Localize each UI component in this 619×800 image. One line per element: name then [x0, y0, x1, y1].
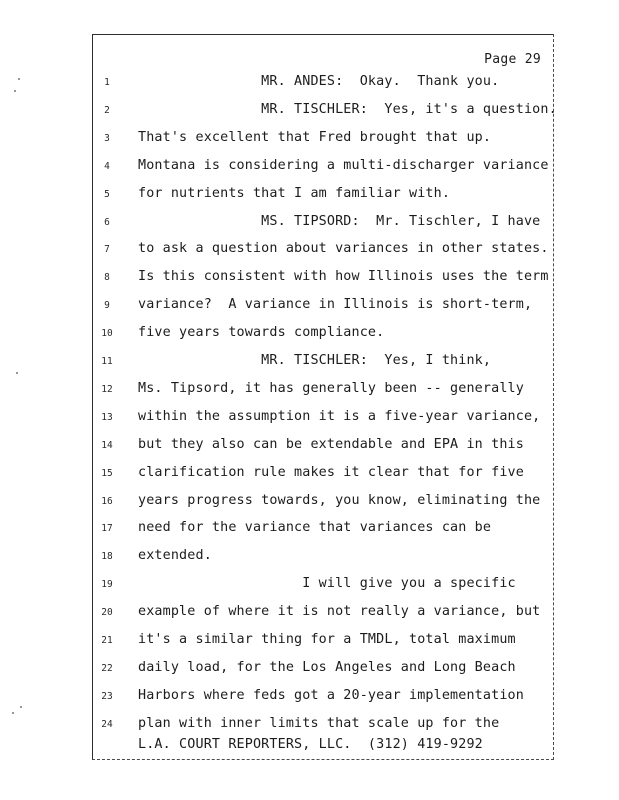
line-number: 15 — [101, 467, 113, 479]
line-number: 13 — [101, 411, 113, 423]
line-text: clarification rule makes it clear that for five — [138, 464, 524, 480]
transcript-line — [0, 186, 619, 206]
line-text: Montana is considering a multi-discharger variance — [138, 157, 549, 173]
line-number: 14 — [101, 439, 113, 451]
line-number: 9 — [104, 300, 110, 312]
transcript-line — [0, 632, 619, 652]
transcript-line — [0, 493, 619, 513]
transcript-line — [0, 576, 619, 596]
line-number: 5 — [104, 188, 110, 200]
line-text: variance? A variance in Illinois is short-term, — [138, 297, 533, 313]
line-number: 3 — [104, 132, 110, 144]
transcript-line — [0, 409, 619, 429]
line-number: 18 — [101, 551, 113, 563]
line-text: MS. TIPSORD: Mr. Tischler, I have — [138, 213, 541, 229]
line-text: it's a similar thing for a TMDL, total maximum — [138, 632, 516, 647]
transcript-line — [0, 297, 619, 317]
transcript-line — [0, 548, 619, 568]
transcript-line — [0, 437, 619, 457]
line-number: 1 — [104, 77, 110, 88]
transcript-line — [0, 214, 619, 234]
page-number: Page 29 — [484, 52, 541, 67]
line-text: need for the variance that variances can be — [138, 520, 492, 536]
line-text: That's excellent that Fred brought that up. — [138, 129, 492, 145]
transcript-line — [0, 688, 619, 708]
line-number: 16 — [101, 495, 113, 507]
line-number: 7 — [104, 244, 110, 256]
line-text: within the assumption it is a five-year variance, — [138, 408, 541, 424]
scan-speck — [16, 372, 18, 374]
line-number: 20 — [101, 607, 113, 619]
court-reporter-footer: L.A. COURT REPORTERS, LLC. (312) 419-9292 — [138, 737, 483, 752]
line-text: plan with inner limits that scale up for the — [138, 715, 500, 731]
line-text: Ms. Tipsord, it has generally been -- generally — [138, 380, 524, 396]
line-text: years progress towards, you know, eliminating the — [138, 492, 541, 508]
line-number: 2 — [104, 104, 110, 116]
transcript-line — [0, 716, 619, 736]
transcript-line — [0, 325, 619, 345]
line-number: 19 — [101, 579, 113, 591]
transcript-line — [0, 604, 619, 624]
line-number: 24 — [101, 718, 113, 730]
line-text: five years towards compliance. — [138, 325, 385, 341]
transcript-line — [0, 74, 619, 94]
line-number: 21 — [101, 635, 113, 646]
scan-speck — [14, 90, 16, 92]
transcript-line — [0, 465, 619, 485]
line-text: example of where it is not really a variance, but — [138, 604, 541, 620]
line-number: 23 — [101, 690, 113, 702]
line-number: 22 — [101, 662, 113, 674]
line-number: 10 — [101, 328, 113, 340]
transcript-line — [0, 520, 619, 540]
line-text: MR. TISCHLER: Yes, it's a question. — [138, 101, 557, 117]
transcript-line — [0, 269, 619, 289]
scan-speck — [20, 706, 22, 708]
line-number: 6 — [104, 216, 110, 228]
line-number: 12 — [101, 383, 113, 395]
line-number: 4 — [104, 160, 110, 172]
scan-speck — [18, 78, 20, 80]
line-text: Is this consistent with how Illinois uses the term — [138, 269, 549, 285]
line-number: 17 — [101, 523, 113, 535]
line-text: for nutrients that I am familiar with. — [138, 185, 451, 201]
transcript-line — [0, 130, 619, 150]
transcript-line — [0, 241, 619, 261]
line-text: daily load, for the Los Angeles and Long Beach — [138, 659, 516, 675]
scan-speck — [12, 712, 14, 714]
line-text: I will give you a specific — [138, 576, 516, 592]
line-number: 8 — [104, 272, 110, 284]
transcript-line — [0, 158, 619, 178]
transcript-line — [0, 102, 619, 122]
line-text: extended. — [138, 548, 212, 564]
transcript-line — [0, 381, 619, 401]
transcript-line — [0, 660, 619, 680]
line-text: MR. ANDES: Okay. Thank you. — [138, 74, 500, 89]
transcript-line — [0, 353, 619, 373]
line-number: 11 — [101, 356, 113, 367]
line-text: but they also can be extendable and EPA in this — [138, 436, 524, 452]
line-text: to ask a question about variances in other states. — [138, 241, 549, 257]
line-text: MR. TISCHLER: Yes, I think, — [138, 353, 492, 368]
line-text: Harbors where feds got a 20-year implementation — [138, 687, 524, 703]
